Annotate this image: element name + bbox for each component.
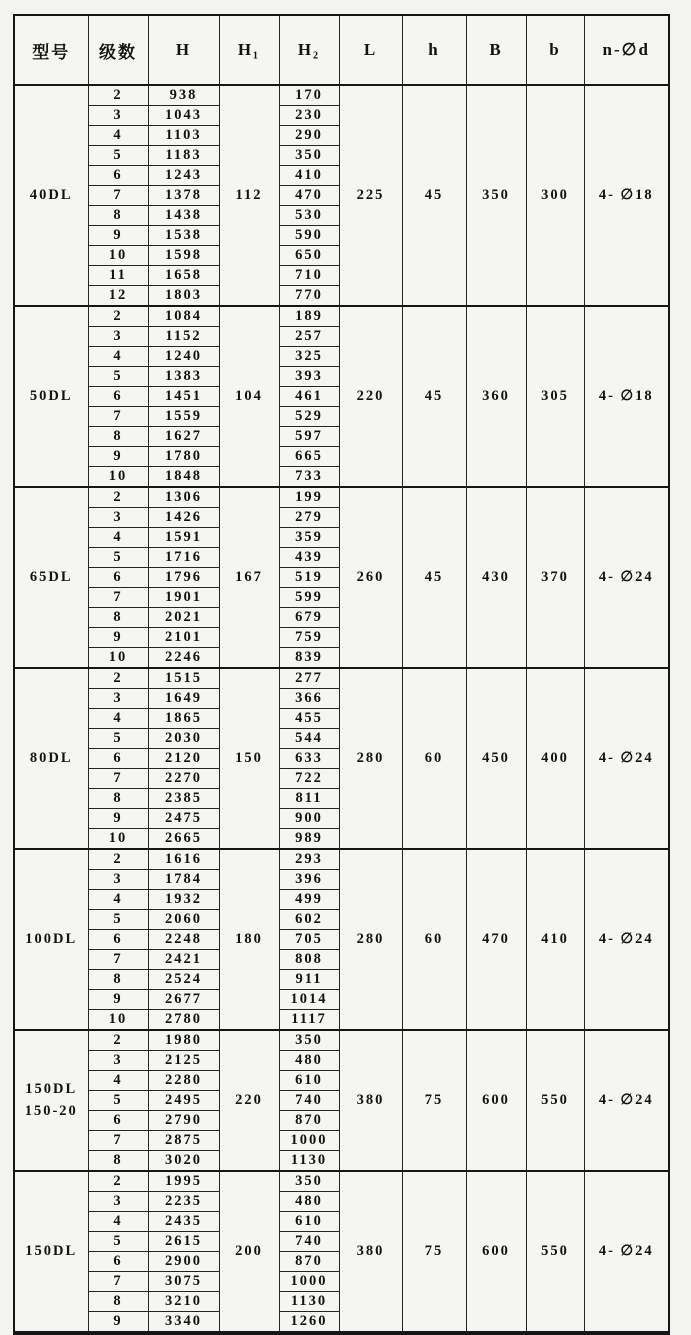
h2-cell: 350 xyxy=(279,1030,339,1051)
stage-cell: 7 xyxy=(88,407,148,427)
stage-cell: 5 xyxy=(88,367,148,387)
stage-cell: 8 xyxy=(88,427,148,447)
stage-cell: 6 xyxy=(88,1111,148,1131)
h-total-cell: 1243 xyxy=(148,166,219,186)
stage-cell: 7 xyxy=(88,769,148,789)
b-lower-cell: 370 xyxy=(526,487,584,668)
b-lower-cell: 300 xyxy=(526,85,584,306)
h-total-cell: 1515 xyxy=(148,668,219,689)
stage-cell: 4 xyxy=(88,1212,148,1232)
h2-cell: 811 xyxy=(279,789,339,809)
stage-cell: 6 xyxy=(88,749,148,769)
spec-row xyxy=(14,1030,669,1051)
stage-cell: 7 xyxy=(88,588,148,608)
b-upper-cell: 600 xyxy=(466,1171,526,1333)
stage-cell: 3 xyxy=(88,689,148,709)
b-upper-cell: 600 xyxy=(466,1030,526,1171)
stage-cell: 2 xyxy=(88,306,148,327)
h2-cell: 325 xyxy=(279,347,339,367)
h2-cell: 870 xyxy=(279,1252,339,1272)
h2-cell: 189 xyxy=(279,306,339,327)
h2-cell: 279 xyxy=(279,508,339,528)
h-total-cell: 1780 xyxy=(148,447,219,467)
h-total-cell: 2435 xyxy=(148,1212,219,1232)
stage-cell: 5 xyxy=(88,1232,148,1252)
bolt-holes-cell: 4- ∅24 xyxy=(584,1030,669,1171)
h-total-cell: 1616 xyxy=(148,849,219,870)
h-total-cell: 1627 xyxy=(148,427,219,447)
h-total-cell: 1784 xyxy=(148,870,219,890)
stage-cell: 8 xyxy=(88,1151,148,1172)
h1-cell: 200 xyxy=(219,1171,279,1333)
column-header-nd: n-∅d xyxy=(584,15,669,85)
scanned-page xyxy=(13,14,670,1335)
h-total-cell: 1183 xyxy=(148,146,219,166)
h2-cell: 710 xyxy=(279,266,339,286)
h2-cell: 808 xyxy=(279,950,339,970)
h-total-cell: 1598 xyxy=(148,246,219,266)
h2-cell: 529 xyxy=(279,407,339,427)
h2-cell: 1014 xyxy=(279,990,339,1010)
h-total-cell: 2790 xyxy=(148,1111,219,1131)
model-cell xyxy=(14,668,88,849)
h-total-cell: 1848 xyxy=(148,467,219,488)
h2-cell: 350 xyxy=(279,146,339,166)
h-total-cell: 2280 xyxy=(148,1071,219,1091)
h2-cell: 293 xyxy=(279,849,339,870)
h-total-cell: 2021 xyxy=(148,608,219,628)
h-total-cell: 2385 xyxy=(148,789,219,809)
model-label-line: 150DL xyxy=(25,1242,78,1259)
h2-cell: 439 xyxy=(279,548,339,568)
stage-cell: 2 xyxy=(88,1171,148,1192)
h2-cell: 461 xyxy=(279,387,339,407)
stage-cell: 9 xyxy=(88,1312,148,1334)
h1-cell: 167 xyxy=(219,487,279,668)
stage-cell: 7 xyxy=(88,1131,148,1151)
h2-cell: 257 xyxy=(279,327,339,347)
h-total-cell: 938 xyxy=(148,85,219,106)
stage-cell: 8 xyxy=(88,970,148,990)
column-header-h: h xyxy=(402,15,466,85)
l-cell: 280 xyxy=(339,668,402,849)
stage-cell: 10 xyxy=(88,1010,148,1031)
stage-cell: 3 xyxy=(88,870,148,890)
b-upper-cell: 450 xyxy=(466,668,526,849)
b-lower-cell: 305 xyxy=(526,306,584,487)
h-total-cell: 2270 xyxy=(148,769,219,789)
h-total-cell: 2475 xyxy=(148,809,219,829)
h2-cell: 599 xyxy=(279,588,339,608)
bolt-holes-cell: 4- ∅24 xyxy=(584,1171,669,1333)
model-cell xyxy=(14,306,88,487)
stage-cell: 2 xyxy=(88,849,148,870)
bolt-holes-cell: 4- ∅24 xyxy=(584,849,669,1030)
h2-cell: 499 xyxy=(279,890,339,910)
column-header-stages: 级数 xyxy=(88,15,148,85)
model-cell xyxy=(14,849,88,1030)
column-header-b: b xyxy=(526,15,584,85)
h-total-cell: 2120 xyxy=(148,749,219,769)
stage-cell: 9 xyxy=(88,226,148,246)
stage-cell: 2 xyxy=(88,1030,148,1051)
h-total-cell: 2030 xyxy=(148,729,219,749)
h-total-cell: 1932 xyxy=(148,890,219,910)
h2-cell: 393 xyxy=(279,367,339,387)
h2-cell: 722 xyxy=(279,769,339,789)
h2-cell: 1000 xyxy=(279,1131,339,1151)
model-label-line: 100DL xyxy=(25,930,78,947)
l-cell: 280 xyxy=(339,849,402,1030)
model-label-line: 40DL xyxy=(29,186,73,203)
spec-row xyxy=(14,85,669,106)
h2-cell: 597 xyxy=(279,427,339,447)
h2-cell: 590 xyxy=(279,226,339,246)
h2-cell: 544 xyxy=(279,729,339,749)
stage-cell: 4 xyxy=(88,709,148,729)
h-total-cell: 1426 xyxy=(148,508,219,528)
stage-cell: 8 xyxy=(88,789,148,809)
h-total-cell: 2235 xyxy=(148,1192,219,1212)
stage-cell: 3 xyxy=(88,1192,148,1212)
h2-cell: 740 xyxy=(279,1232,339,1252)
column-header-H: H xyxy=(148,15,219,85)
stage-cell: 4 xyxy=(88,126,148,146)
l-cell: 380 xyxy=(339,1030,402,1171)
h-total-cell: 1995 xyxy=(148,1171,219,1192)
b-lower-cell: 410 xyxy=(526,849,584,1030)
h2-cell: 911 xyxy=(279,970,339,990)
h-small-cell: 45 xyxy=(402,487,466,668)
h-total-cell: 2615 xyxy=(148,1232,219,1252)
stage-cell: 6 xyxy=(88,568,148,588)
b-upper-cell: 350 xyxy=(466,85,526,306)
stage-cell: 9 xyxy=(88,990,148,1010)
h-small-cell: 75 xyxy=(402,1030,466,1171)
column-header-model: 型号 xyxy=(14,15,88,85)
h-total-cell: 2875 xyxy=(148,1131,219,1151)
h-total-cell: 1043 xyxy=(148,106,219,126)
stage-cell: 10 xyxy=(88,829,148,850)
h2-cell: 740 xyxy=(279,1091,339,1111)
h-total-cell: 3210 xyxy=(148,1292,219,1312)
h-total-cell: 1658 xyxy=(148,266,219,286)
h2-cell: 633 xyxy=(279,749,339,769)
h1-cell: 180 xyxy=(219,849,279,1030)
h-total-cell: 1649 xyxy=(148,689,219,709)
stage-cell: 8 xyxy=(88,206,148,226)
h2-cell: 350 xyxy=(279,1171,339,1192)
h-total-cell: 2900 xyxy=(148,1252,219,1272)
stage-cell: 7 xyxy=(88,950,148,970)
b-lower-cell: 550 xyxy=(526,1030,584,1171)
bolt-holes-cell: 4- ∅18 xyxy=(584,85,669,306)
model-cell xyxy=(14,1171,88,1333)
h2-cell: 480 xyxy=(279,1192,339,1212)
h-total-cell: 2101 xyxy=(148,628,219,648)
h2-cell: 770 xyxy=(279,286,339,307)
h1-cell: 112 xyxy=(219,85,279,306)
h-total-cell: 3020 xyxy=(148,1151,219,1172)
h-total-cell: 2246 xyxy=(148,648,219,669)
h2-cell: 650 xyxy=(279,246,339,266)
stage-cell: 6 xyxy=(88,1252,148,1272)
l-cell: 220 xyxy=(339,306,402,487)
model-label-line: 50DL xyxy=(29,387,73,404)
h2-cell: 665 xyxy=(279,447,339,467)
spec-row xyxy=(14,1171,669,1192)
stage-cell: 7 xyxy=(88,186,148,206)
h-total-cell: 1084 xyxy=(148,306,219,327)
h2-cell: 870 xyxy=(279,1111,339,1131)
stage-cell: 3 xyxy=(88,327,148,347)
h-total-cell: 1306 xyxy=(148,487,219,508)
h2-cell: 290 xyxy=(279,126,339,146)
h1-cell: 220 xyxy=(219,1030,279,1171)
h2-cell: 705 xyxy=(279,930,339,950)
h2-cell: 989 xyxy=(279,829,339,850)
h2-cell: 1117 xyxy=(279,1010,339,1031)
header-row xyxy=(14,15,669,85)
model-label-line: 65DL xyxy=(29,568,73,585)
stage-cell: 2 xyxy=(88,487,148,508)
h2-cell: 199 xyxy=(279,487,339,508)
stage-cell: 4 xyxy=(88,347,148,367)
column-header-H2: H₂ xyxy=(279,15,339,85)
spec-row xyxy=(14,487,669,508)
h2-cell: 759 xyxy=(279,628,339,648)
h-total-cell: 1152 xyxy=(148,327,219,347)
h2-cell: 610 xyxy=(279,1212,339,1232)
h2-cell: 839 xyxy=(279,648,339,669)
h-total-cell: 1103 xyxy=(148,126,219,146)
h1-cell: 104 xyxy=(219,306,279,487)
h-small-cell: 45 xyxy=(402,306,466,487)
stage-cell: 8 xyxy=(88,608,148,628)
h-total-cell: 1559 xyxy=(148,407,219,427)
l-cell: 380 xyxy=(339,1171,402,1333)
spec-row xyxy=(14,306,669,327)
h-total-cell: 2060 xyxy=(148,910,219,930)
stage-cell: 5 xyxy=(88,1091,148,1111)
h2-cell: 277 xyxy=(279,668,339,689)
bolt-holes-cell: 4- ∅24 xyxy=(584,487,669,668)
h-total-cell: 2248 xyxy=(148,930,219,950)
h2-cell: 530 xyxy=(279,206,339,226)
h-total-cell: 1383 xyxy=(148,367,219,387)
h-total-cell: 3075 xyxy=(148,1272,219,1292)
h2-cell: 602 xyxy=(279,910,339,930)
stage-cell: 9 xyxy=(88,809,148,829)
h-total-cell: 1451 xyxy=(148,387,219,407)
model-label-line: 80DL xyxy=(29,749,73,766)
h-total-cell: 2665 xyxy=(148,829,219,850)
model-label-line: 150-20 xyxy=(24,1102,78,1119)
h2-cell: 1260 xyxy=(279,1312,339,1334)
b-upper-cell: 470 xyxy=(466,849,526,1030)
h2-cell: 733 xyxy=(279,467,339,488)
h-total-cell: 1438 xyxy=(148,206,219,226)
h2-cell: 170 xyxy=(279,85,339,106)
h2-cell: 519 xyxy=(279,568,339,588)
b-lower-cell: 400 xyxy=(526,668,584,849)
h-total-cell: 3340 xyxy=(148,1312,219,1334)
table-body xyxy=(14,85,669,1333)
h-total-cell: 1865 xyxy=(148,709,219,729)
h2-cell: 480 xyxy=(279,1051,339,1071)
l-cell: 225 xyxy=(339,85,402,306)
stage-cell: 3 xyxy=(88,106,148,126)
stage-cell: 5 xyxy=(88,146,148,166)
stage-cell: 2 xyxy=(88,668,148,689)
stage-cell: 9 xyxy=(88,447,148,467)
h-total-cell: 1716 xyxy=(148,548,219,568)
h2-cell: 455 xyxy=(279,709,339,729)
h2-cell: 396 xyxy=(279,870,339,890)
spec-row xyxy=(14,668,669,689)
h2-cell: 679 xyxy=(279,608,339,628)
h2-cell: 610 xyxy=(279,1071,339,1091)
bolt-holes-cell: 4- ∅24 xyxy=(584,668,669,849)
pump-dimension-table xyxy=(13,14,670,1335)
stage-cell: 7 xyxy=(88,1272,148,1292)
h-total-cell: 1901 xyxy=(148,588,219,608)
h2-cell: 410 xyxy=(279,166,339,186)
h-total-cell: 2677 xyxy=(148,990,219,1010)
h-small-cell: 60 xyxy=(402,668,466,849)
h2-cell: 230 xyxy=(279,106,339,126)
h-total-cell: 1538 xyxy=(148,226,219,246)
stage-cell: 5 xyxy=(88,910,148,930)
h-small-cell: 45 xyxy=(402,85,466,306)
h2-cell: 366 xyxy=(279,689,339,709)
stage-cell: 4 xyxy=(88,528,148,548)
h2-cell: 470 xyxy=(279,186,339,206)
h-total-cell: 1796 xyxy=(148,568,219,588)
h1-cell: 150 xyxy=(219,668,279,849)
spec-row xyxy=(14,849,669,870)
model-label-line: 150DL xyxy=(25,1080,78,1097)
h-total-cell: 1240 xyxy=(148,347,219,367)
stage-cell: 9 xyxy=(88,628,148,648)
stage-cell: 6 xyxy=(88,930,148,950)
l-cell: 260 xyxy=(339,487,402,668)
stage-cell: 2 xyxy=(88,85,148,106)
h2-cell: 359 xyxy=(279,528,339,548)
stage-cell: 5 xyxy=(88,548,148,568)
stage-cell: 6 xyxy=(88,387,148,407)
h-total-cell: 2125 xyxy=(148,1051,219,1071)
h-total-cell: 1591 xyxy=(148,528,219,548)
model-cell xyxy=(14,487,88,668)
stage-cell: 12 xyxy=(88,286,148,307)
h-total-cell: 1378 xyxy=(148,186,219,206)
stage-cell: 4 xyxy=(88,890,148,910)
stage-cell: 5 xyxy=(88,729,148,749)
stage-cell: 8 xyxy=(88,1292,148,1312)
b-upper-cell: 360 xyxy=(466,306,526,487)
model-cell xyxy=(14,85,88,306)
stage-cell: 6 xyxy=(88,166,148,186)
h2-cell: 1130 xyxy=(279,1292,339,1312)
h2-cell: 900 xyxy=(279,809,339,829)
stage-cell: 10 xyxy=(88,246,148,266)
h-small-cell: 75 xyxy=(402,1171,466,1333)
h-total-cell: 1803 xyxy=(148,286,219,307)
h2-cell: 1000 xyxy=(279,1272,339,1292)
h-small-cell: 60 xyxy=(402,849,466,1030)
model-cell xyxy=(14,1030,88,1171)
h-total-cell: 2524 xyxy=(148,970,219,990)
stage-cell: 3 xyxy=(88,508,148,528)
stage-cell: 11 xyxy=(88,266,148,286)
column-header-L: L xyxy=(339,15,402,85)
bolt-holes-cell: 4- ∅18 xyxy=(584,306,669,487)
h-total-cell: 1980 xyxy=(148,1030,219,1051)
h-total-cell: 2421 xyxy=(148,950,219,970)
stage-cell: 10 xyxy=(88,467,148,488)
stage-cell: 3 xyxy=(88,1051,148,1071)
h-total-cell: 2495 xyxy=(148,1091,219,1111)
column-header-H1: H₁ xyxy=(219,15,279,85)
stage-cell: 4 xyxy=(88,1071,148,1091)
b-lower-cell: 550 xyxy=(526,1171,584,1333)
column-header-B: B xyxy=(466,15,526,85)
h-total-cell: 2780 xyxy=(148,1010,219,1031)
b-upper-cell: 430 xyxy=(466,487,526,668)
h2-cell: 1130 xyxy=(279,1151,339,1172)
stage-cell: 10 xyxy=(88,648,148,669)
